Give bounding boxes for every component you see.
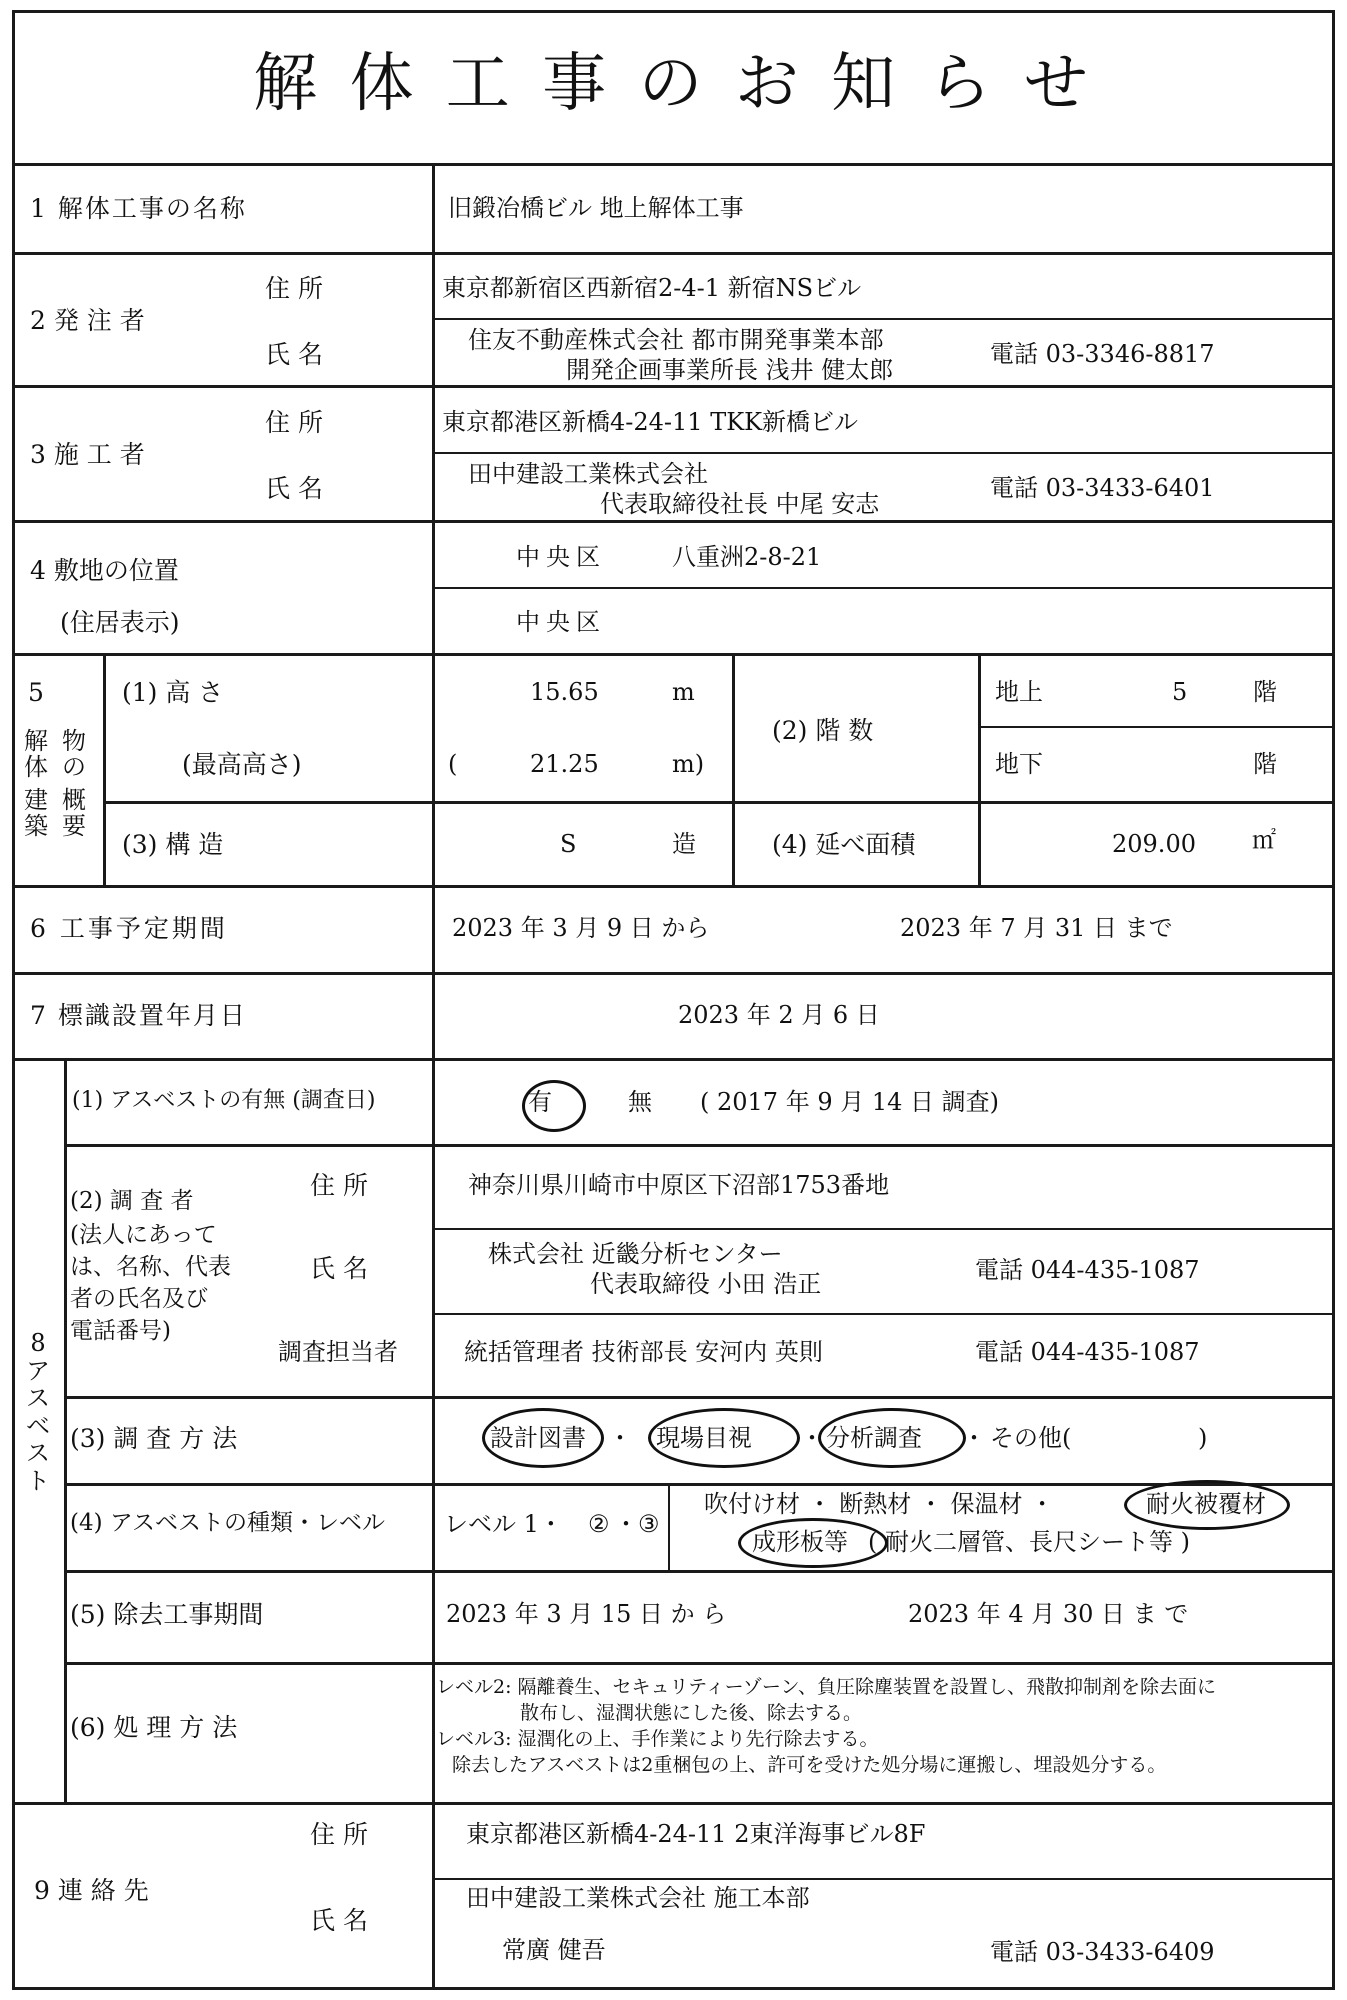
row2-tel: 電話 03-3346-8817 [990, 340, 1215, 368]
structure-label: (3) 構 造 [122, 830, 224, 859]
row7-value: 2023 年 2 月 6 日 [678, 1001, 880, 1029]
r8-2-tel-1: 電話 044-435-1087 [975, 1256, 1200, 1284]
floors-above-unit: 階 [1253, 678, 1277, 706]
row6-label: 6 工事予定期間 [30, 914, 228, 943]
r8-3-dot-2: ・ [800, 1424, 824, 1452]
row8-vertical-label: 8アスベスト [26, 1329, 50, 1495]
structure-unit: 造 [672, 830, 696, 858]
floors-above-label: 地上 [995, 678, 1043, 706]
r5-horiz-split [978, 726, 1335, 728]
board-circle [738, 1518, 888, 1568]
r8-3-other: その他( [990, 1424, 1072, 1452]
r8-sub [432, 1228, 1335, 1230]
r8-1-yes: 有 [528, 1088, 552, 1116]
r9-sub [432, 1878, 1335, 1880]
r8-sub [432, 1313, 1335, 1315]
row3-addr-label: 住 所 [265, 408, 323, 437]
sub-rule [432, 318, 1335, 320]
r8-3-method-2: 現場目視 [656, 1424, 752, 1452]
r8-h [64, 1570, 1335, 1573]
row4-ward-2: 中央区 [516, 608, 606, 636]
r8-4-types-1: 吹付け材 ・ 断熱材 ・ 保温材 ・ [704, 1490, 1055, 1518]
rule [12, 252, 1335, 255]
r8-5-end: 2023 年 4 月 30 日 ま で [908, 1600, 1189, 1628]
r5-vert [978, 653, 981, 887]
max-height-value: 21.25 [530, 750, 599, 778]
col-divider [432, 885, 435, 1990]
row9-name-2: 常廣 健吾 [502, 1936, 606, 1964]
method-3-circle [818, 1408, 966, 1468]
row9-name-1: 田中建設工業株式会社 施工本部 [466, 1884, 810, 1912]
r8-1-no: 無 [628, 1088, 652, 1116]
height-value: 15.65 [530, 678, 599, 706]
rule [12, 972, 1335, 975]
row9-tel: 電話 03-3433-6409 [990, 1938, 1215, 1966]
r5-vert [732, 653, 735, 887]
method-1-circle [482, 1408, 604, 1468]
row5-vlabel-1: 解体 [24, 727, 48, 782]
col-divider [432, 163, 435, 655]
row4-address-1: 八重洲2-8-21 [672, 543, 822, 571]
r8-6-label: (6) 処 理 方 法 [70, 1713, 238, 1742]
r8-h [64, 1662, 1335, 1665]
frame-left [12, 10, 15, 1990]
r8-4-level-2: ② [588, 1510, 610, 1538]
row1-value: 旧鍛冶橋ビル 地上解体工事 [448, 194, 744, 222]
floors-label: (2) 階 数 [772, 716, 874, 745]
r8-h [64, 1483, 1335, 1486]
row5-vlabel-4: 概要 [62, 786, 86, 841]
r5-vert [432, 653, 435, 887]
row7-label: 7 標識設置年月日 [30, 1001, 247, 1030]
r8-4-dot: ・ [614, 1510, 638, 1538]
rule [12, 385, 1335, 388]
row1-label: 1 解体工事の名称 [30, 194, 247, 223]
row3-name-label: 氏 名 [265, 474, 323, 503]
r8-5-label: (5) 除去工事期間 [70, 1600, 264, 1629]
frame-right [1332, 10, 1335, 1990]
row3-tel: 電話 03-3433-6401 [990, 474, 1215, 502]
height-unit: m [672, 678, 695, 706]
r8-h [64, 1396, 1335, 1399]
row6-start: 2023 年 3 月 9 日 から [452, 914, 710, 942]
r8-2-label-3: は、名称、代表 [70, 1254, 231, 1280]
row9-label: 9 連 絡 先 [34, 1876, 149, 1905]
fireproof-circle [1124, 1480, 1290, 1530]
r8-2-label-2: (法人にあって [70, 1222, 217, 1248]
row5-vlabel-2: 建築 [24, 786, 48, 841]
row2-name-label: 氏 名 [265, 340, 323, 369]
r8-4-level-3: ③ [638, 1510, 660, 1538]
r8-2-person: 統括管理者 技術部長 安河内 英則 [464, 1338, 823, 1366]
sub-rule [432, 587, 1335, 589]
r8-4-types-2a: 成形板等 [752, 1528, 848, 1556]
row2-label: 2 発 注 者 [30, 306, 145, 335]
rule [12, 1058, 1335, 1061]
rule [12, 885, 1335, 888]
sub-rule [432, 452, 1335, 454]
r8-2-label-5: 電話番号) [70, 1318, 171, 1344]
row9-addr-label: 住 所 [310, 1820, 368, 1849]
r8-3-dot-3: ・ [962, 1424, 986, 1452]
height-label: (1) 高 さ [122, 678, 224, 707]
row3-name-1: 田中建設工業株式会社 [468, 460, 708, 488]
row2-addr-label: 住 所 [265, 274, 323, 303]
r8-6-line-1: レベル2: 隔離養生、セキュリティーゾーン、負圧除塵装置を設置し、飛散抑制剤を除去面に [436, 1676, 1216, 1698]
r8-3-method-3: 分析調査 [826, 1424, 922, 1452]
row4-ward-1: 中央区 [516, 543, 606, 571]
floors-below-unit: 階 [1253, 750, 1277, 778]
page-title: 解 体 工 事 の お 知 ら せ [253, 47, 1094, 121]
r8-3-method-1: 設計図書 [490, 1424, 586, 1452]
r8-2-name-1: 株式会社 近畿分析センター [488, 1240, 783, 1268]
r8-2-person-label: 調査担当者 [278, 1338, 398, 1366]
structure-value: S [560, 830, 577, 858]
r8-2-addr-label: 住 所 [310, 1171, 368, 1200]
rule [12, 163, 1335, 166]
r8-6-line-4: 除去したアスベストは2重梱包の上、許可を受けた処分場に運搬し、埋設処分する。 [452, 1754, 1167, 1776]
row4-label: 4 敷地の位置 [30, 556, 179, 585]
max-height-open: ( [448, 750, 458, 778]
r8-vert [64, 1058, 67, 1804]
yes-circle [522, 1080, 586, 1132]
r8-1-date: ( 2017 年 9 月 14 日 調査) [700, 1088, 1000, 1116]
row9-address: 東京都港区新橋4-24-11 2東洋海事ビル8F [466, 1820, 926, 1848]
area-label: (4) 延べ面積 [772, 830, 916, 859]
r8-3-close: ) [1198, 1424, 1208, 1452]
r8-h [64, 1144, 1335, 1147]
floors-below-label: 地下 [995, 750, 1043, 778]
r8-6-line-2: 散布し、湿潤状態にした後、除去する。 [520, 1702, 863, 1724]
r8-6-line-3: レベル3: 湿潤化の上、手作業により先行除去する。 [436, 1728, 879, 1750]
row2-name-1: 住友不動産株式会社 都市開発事業本部 [468, 326, 884, 354]
r8-2-address: 神奈川県川崎市中原区下沼部1753番地 [468, 1171, 890, 1199]
rule [12, 520, 1335, 523]
row5-num: 5 [28, 678, 44, 707]
rule [12, 653, 1335, 656]
row3-name-2: 代表取締役社長 中尾 安志 [600, 490, 880, 518]
frame-top [12, 10, 1335, 13]
r8-4-label: (4) アスベストの種類・レベル [70, 1510, 385, 1536]
row3-address: 東京都港区新橋4-24-11 TKK新橋ビル [442, 408, 859, 436]
r8-2-label-4: 者の氏名及び [70, 1286, 208, 1312]
r8-4-types-1b: 耐火被覆材 [1146, 1490, 1266, 1518]
r8-4-level: レベル 1・ [444, 1510, 563, 1538]
r5-vert [103, 653, 106, 887]
method-2-circle [648, 1408, 800, 1468]
r8-2-name-2: 代表取締役 小田 浩正 [590, 1270, 822, 1298]
row5-vlabel-3: 物の [62, 727, 86, 782]
floors-above-value: 5 [1172, 678, 1188, 706]
row3-label: 3 施 工 者 [30, 440, 145, 469]
frame-bottom [12, 1987, 1335, 1990]
r8-3-dot-1: ・ [608, 1424, 632, 1452]
row2-address: 東京都新宿区西新宿2-4-1 新宿NSビル [442, 274, 862, 302]
row2-name-2: 開発企画事業所長 浅井 健太郎 [566, 356, 894, 384]
area-unit: ㎡ [1252, 826, 1276, 854]
row6-end: 2023 年 7 月 31 日 まで [900, 914, 1173, 942]
r8-5-start: 2023 年 3 月 15 日 か ら [446, 1600, 727, 1628]
r8-2-name-label: 氏 名 [310, 1254, 368, 1283]
area-value: 209.00 [1112, 830, 1196, 858]
max-height-label: (最高高さ) [182, 750, 302, 779]
row4-sublabel: (住居表示) [60, 608, 180, 637]
rule [12, 1802, 1335, 1805]
r8-v4 [668, 1483, 670, 1572]
r8-4-types-2b: ( 耐火二層管、長尺シート等 ) [868, 1528, 1190, 1556]
r8-2-label-1: (2) 調 査 者 [70, 1188, 194, 1214]
r8-2-tel-2: 電話 044-435-1087 [975, 1338, 1200, 1366]
row9-name-label: 氏 名 [310, 1906, 368, 1935]
r8-3-label: (3) 調 査 方 法 [70, 1424, 238, 1453]
r8-1-label: (1) アスベストの有無 (調査日) [72, 1088, 376, 1113]
max-height-unit: m) [672, 750, 705, 778]
r5-horiz [103, 801, 1335, 804]
